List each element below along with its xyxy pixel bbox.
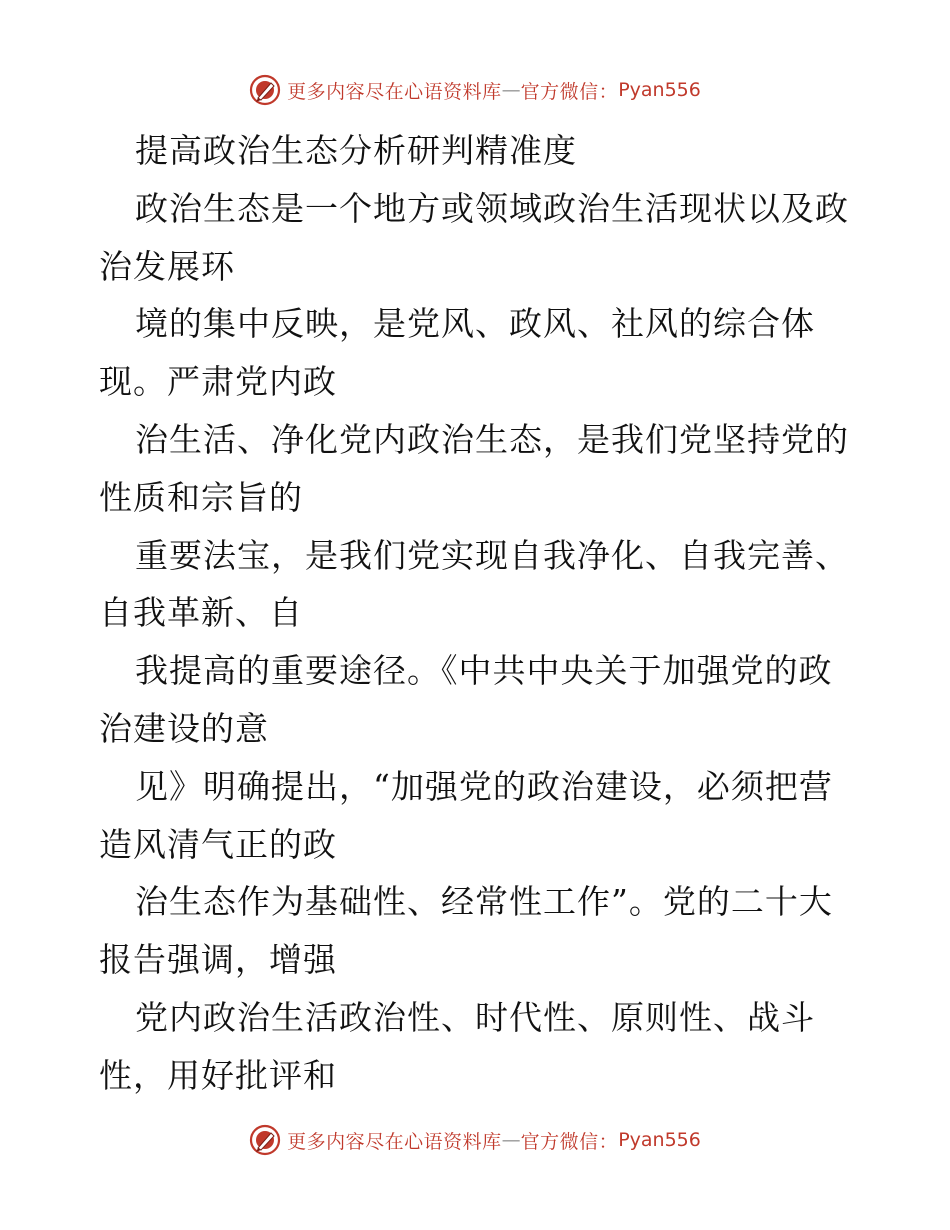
header-banner (0, 70, 950, 110)
footer-banner (0, 1120, 950, 1160)
banner-separator: — (501, 79, 521, 101)
body-line: 治建设的意 (99, 708, 269, 748)
wechat-label: 官方微信： (520, 80, 619, 103)
body-line: 境的集中反映，是党风、政风、社风的综合体 (135, 304, 815, 344)
brand-text: 更多内容尽在心语资料库 (287, 1130, 502, 1153)
body-line: 我提高的重要途径。《中共中央关于加强党的政 (135, 651, 833, 691)
wechat-id: Pyan556 (618, 1129, 701, 1151)
body-line: 重要法宝，是我们党实现自我净化、自我完善、 (135, 535, 849, 575)
pen-nib-logo-icon (249, 74, 281, 106)
brand-text: 更多内容尽在心语资料库 (287, 80, 502, 103)
banner-separator: — (501, 1129, 521, 1151)
pen-nib-logo-icon (249, 1124, 281, 1156)
body-line: 现。严肃党内政 (99, 362, 337, 402)
wechat-label: 官方微信： (520, 1130, 619, 1153)
body-line: 性，用好批评和 (99, 1055, 337, 1095)
body-line: 报告强调，增强 (99, 940, 337, 980)
body-line: 性质和宗旨的 (99, 477, 303, 517)
wechat-id: Pyan556 (618, 79, 701, 101)
document-title: 提高政治生态分析研判精准度 (135, 131, 577, 170)
body-line: 造风清气正的政 (99, 824, 337, 864)
body-line: 党内政治生活政治性、时代性、原则性、战斗 (135, 997, 815, 1037)
body-line: 政治生态是一个地方或领域政治生活现状以及政 (135, 188, 849, 228)
body-line: 治生态作为基础性、经常性工作”。党的二十大 (135, 882, 833, 922)
body-line: 治生活、净化党内政治生态，是我们党坚持党的 (135, 419, 849, 459)
body-line: 见》明确提出，“加强党的政治建设，必须把营 (135, 766, 833, 806)
document-body (99, 122, 859, 1105)
body-line: 治发展环 (99, 246, 235, 286)
body-line: 自我革新、自 (99, 593, 303, 633)
